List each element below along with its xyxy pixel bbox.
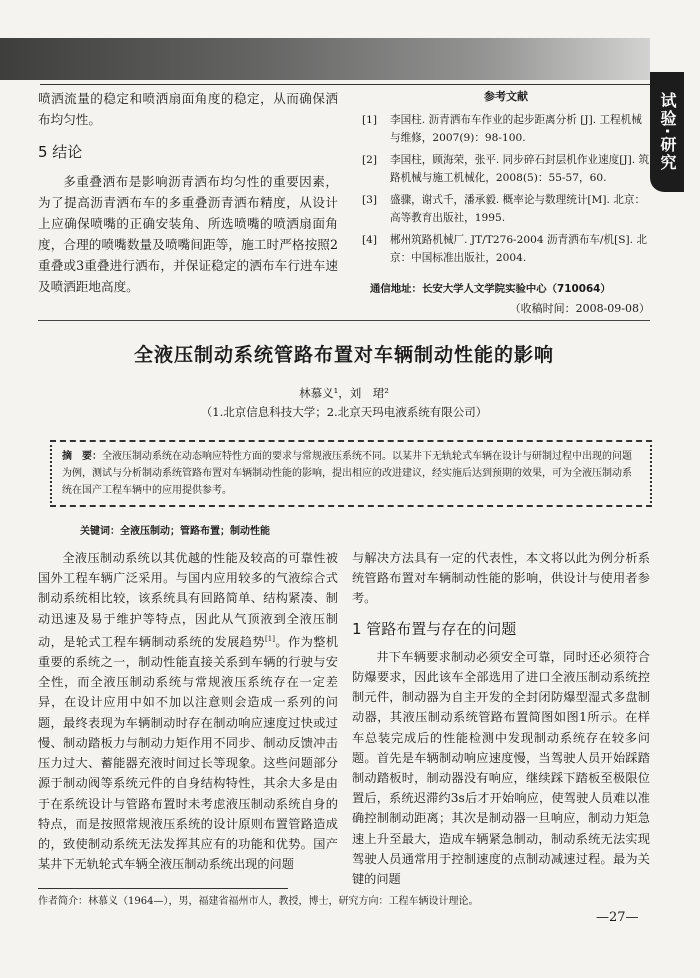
reference-item: [1] 李国柱. 沥青洒布车作业的起步距离分析 [J]. 工程机械与维修，2007(9)：98-100.: [362, 113, 642, 144]
received-date: （收稿时间：2008-09-08）: [509, 302, 650, 315]
section-1-paragraph: 井下车辆要求制动必须安全可靠，同时还必须符合防爆要求，因此该车全部选用了进口全液压制动系统控制元件，制动器为自主开发的全封闭防爆型湿式多盘制动器，其液压制动系统管路布置简图如图1所示。在样车总装完成后的性能检测中发现制动系统存在较多问题。首先是车辆制动响应速度慢，当驾驶人员开始踩踏制动踏板时，制动器没有响应，继续踩下踏板至极限位置后，系统迟滞约3s后才开始响应，使驾驶人员难以准确控制制动距离；其次是制动器一旦响应，制动力矩急速上升至最大，造成车辆紧急制动，制动系统无法实现驾驶人员通常用于控制速度的点制动减速过程。最为关键的问题: [352, 649, 650, 887]
previous-article-left-column: [38, 88, 338, 297]
article-authors: 林慕义¹，刘 珺²: [299, 386, 389, 400]
abstract-box: [50, 440, 652, 507]
article-separator: [38, 320, 650, 321]
body-left-column: [38, 548, 338, 874]
author-affiliations: （1.北京信息科技大学；2.北京天玛电液系统有限公司）: [200, 405, 488, 419]
abstract-label: 摘 要：: [62, 451, 102, 462]
abstract-text: 全液压制动系统在动态响应特性方面的要求与常规液压系统不同。以某井下无轨轮式车辆在设计与研制过程中出现的问题为例，测试与分析制动系统管路布置对车辆制动性能的影响，提出相应的改进建议，经实施后达到预期的效果，可为全液压制动系统在国产工程车辆中的应用提供参考。: [62, 451, 632, 496]
reference-item: [2] 李国柱，顾海荣，张平. 同步碎石封层机作业速度[J]. 筑路机械与施工机械化，2008(5)：55-57，60.: [362, 153, 650, 184]
header-rule: [40, 84, 650, 85]
section-1-heading: 1 管路布置与存在的问题: [352, 619, 517, 638]
page-number: —27—: [596, 910, 639, 925]
conclusion-paragraph: 多重叠洒布是影响沥青洒布均匀性的重要因素，为了提高沥青洒布车的多重叠沥青洒布精度，从设计上应确保喷嘴的正确安装角、所选喷嘴的喷洒扇面角度，合理的喷嘴数量及喷嘴间距等，施工时严格按照2重叠或3重叠进行洒布，并保证稳定的洒布车行进车速及喷洒距地高度。: [38, 174, 338, 294]
section-5-heading: 5 结论: [38, 143, 83, 161]
author-footnote: 作者简介：林慕义（1964—），男，福建省福州市人，教授，博士，研究方向：工程车辆设计理论。: [38, 896, 479, 907]
correspondence-address: 通信地址：长安大学人文学院实验中心（710064）: [370, 282, 611, 295]
references-column: [362, 88, 650, 319]
intro-paragraph: 全液压制动系统以其优越的性能及较高的可靠性被国外工程车辆广泛采用。与国内应用较多的气液综合式制动系统相比较，该系统具有回路简单、结构紧凑、制动迅速及易于维护等特点，因此从气顶液到全液压制动，是轮式工程车辆制动系统的发展趋势[1]。作为整机重要的系统之一，制动性能直接关系到车辆的行驶与安全性，而全液压制动系统与常规液压系统存在一定差异，在设计应用中如不加以注意则会造成一系列的问题，最终表现为车辆制动时存在制动响应速度过快或过慢、制动踏板力与制动力矩作用不同步、制动反馈冲击压力过大、蓄能器充液时间过长等现象。这些问题部分源于制动阀等系统元件的自身结构特性，其余大多是由于在系统设计与管路布置时未考虑液压制动系统自身的特点，而是按照常规液压系统的设计原则布置管路造成的，致使制动系统无法发挥其应有的功能和优势。国产某井下无轨轮式车辆全液压制动系统出现的问题: [38, 551, 339, 872]
citation-mark: [1]: [265, 634, 275, 643]
body-right-column: [352, 548, 650, 889]
continued-paragraph: 喷洒流量的稳定和喷洒扇面角度的稳定，从而确保洒布均匀性。: [38, 91, 338, 127]
section-side-tab: 试验·研究: [650, 72, 684, 192]
footnote-rule: [38, 888, 288, 889]
reference-item: [3] 盛骤，谢式千，潘承毅. 概率论与数理统计[M]. 北京：高等教育出版社，1995.: [362, 193, 646, 224]
reference-item: [4] 郴州筑路机械厂. JT/T276-2004 沥青洒布车/机[S]. 北京：中国标准出版社，2004.: [362, 233, 647, 264]
keywords: 关键词：全液压制动；管路布置；制动性能: [80, 526, 270, 537]
references-title: 参考文献: [484, 90, 528, 103]
article-title: 全液压制动系统管路布置对车辆制动性能的影响: [133, 344, 554, 366]
header-bar: [0, 38, 650, 80]
intro-continued: 与解决方法具有一定的代表性，本文将以此为例分析系统管路布置对车辆制动性能的影响，供设计与使用者参考。: [352, 551, 650, 606]
